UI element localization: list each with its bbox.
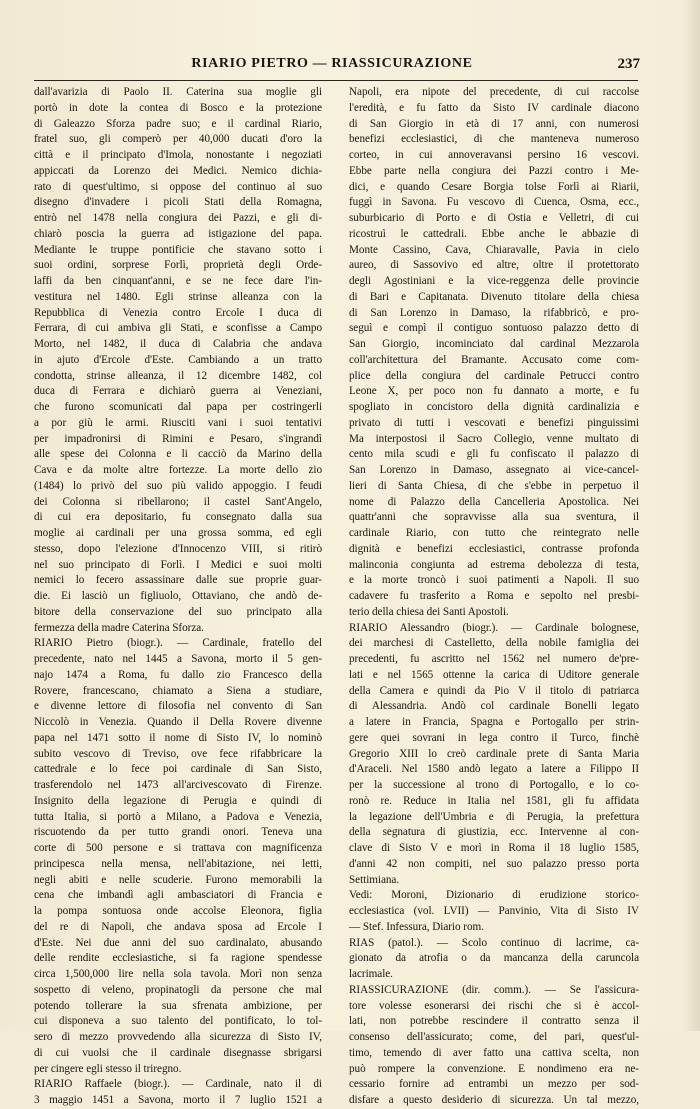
text-line: papa nel 1471 sotto il nome di Sisto IV, lo nominò <box>34 731 322 744</box>
text-line: la pompa sontuosa onde accolse Eleonora, figlia <box>34 905 322 917</box>
text-line: subito vescovo di Treviso, ove fece rifabbricare la <box>34 747 322 760</box>
right-text-column <box>349 85 639 1109</box>
text-line: nome di Palazzo della Cancelleria Apostolica. Nei <box>349 495 639 508</box>
text-line: entrò nel 1478 nella congiura dei Pazzi, e gli di- <box>34 212 322 224</box>
text-line: cadavere fu trasferito a Roma e sepolto nel presbi- <box>349 590 639 602</box>
text-line: dall'avarizia di Paolo II. Caterina sua moglie gli <box>34 86 322 98</box>
text-line: a latere in Francia, Spagna e Portogallo per strin- <box>349 716 639 728</box>
text-line: dignità e benefizi ecclesiastici, contrasse profonda <box>349 542 639 555</box>
text-line: ecclesiastica (vol. LVII) — Panvinio, Vita di Sisto IV <box>349 905 639 917</box>
text-line: tore volesse esonerarsi dei rischi che si è accol- <box>349 999 639 1012</box>
text-line: circa 1,500,000 lire nella sola tavola. Morì non senza <box>34 968 322 980</box>
text-line: chiarò poscia la guerra ad istigazione del papa. <box>34 227 322 240</box>
text-line: d'Este. Nei due anni del suo cardinalato, abusando <box>34 936 322 949</box>
text-line: Ebbe parte nella congiura dei Pazzi contro i Me- <box>349 164 639 177</box>
text-line: lacrimale. <box>349 968 393 980</box>
text-line: malinconia congiunta ad estrema debolezza di testa, <box>349 558 639 571</box>
text-line: najo 1474 a Roma, fu dallo zio Francesco della <box>34 668 322 681</box>
text-line: disfare a questo desiderio di sicurezza. Un tal mezzo, <box>349 1094 639 1106</box>
text-line: terio della chiesa dei Santi Apostoli. <box>349 605 509 618</box>
text-line: RIAS (patol.). — Scolo continuo di lacrime, ca- <box>349 936 639 949</box>
text-line: die. Ei lasciò un figliuolo, Ottaviano, che andò de- <box>34 590 322 602</box>
text-line: di cui era depositario, fu consegnato dalla sua <box>34 511 322 524</box>
text-line: rato di quest'ultimo, si oppose del continuo al suo <box>34 180 322 193</box>
text-line: per impadronirsi di Rimini e Pesaro, s'ingrandì <box>34 432 322 445</box>
text-line: di San Lorenzo in Damaso, la rifabbricò, e pro- <box>349 306 639 319</box>
text-line: lati e nel 1565 ottenne la carica di Uditore generale <box>349 668 639 681</box>
text-line: Vedi: Moroni, Dizionario di erudizione storico- <box>349 889 639 902</box>
text-line: lati, non potrebbe rescindere il contratto senza il <box>349 1015 639 1028</box>
text-line: cattedrale e lo fece poi cardinale di San Sisto, <box>34 763 322 776</box>
text-line: Leone X, per poco non fu dannato a morte, e fu <box>349 385 639 398</box>
text-line: della Camera e quindi da Pio V il titolo di patriarca <box>349 684 639 697</box>
text-line: benefizi ecclesiastici, di che manteneva numeroso <box>349 133 639 146</box>
text-line: tutta Italia, si portò a Milano, a Padova e Venezia, <box>34 810 322 823</box>
left-text-column <box>34 85 322 1109</box>
text-line: corte di 500 persone e si trattava con magnificenza <box>34 842 322 854</box>
text-line: negli abiti e nelle scuderie. Furono memorabili la <box>34 873 322 886</box>
text-line: in ajuto d'Ercole d'Este. Cambiando a un tratto <box>34 353 322 366</box>
text-line: condotta, strinse alleanza, il 12 dicembre 1482, col <box>34 369 322 382</box>
text-line: consenso dell'assicurato; come, del pari, quest'ul- <box>349 1031 639 1043</box>
text-line: cena che imbandì agli ambasciatori di Francia e <box>34 889 322 902</box>
text-line: suburbicario di Porto e di Ostia e Velletri, di cui <box>349 212 639 224</box>
text-line: Settimiana. <box>349 873 400 886</box>
running-title: RIARIO PIETRO — RIASSICURAZIONE <box>191 56 473 71</box>
text-line: precedente, nato nel 1445 a Savona, morto il 5 gen- <box>34 653 322 665</box>
text-line: duca di Ferrara e dichiarò guerra ai Veneziani, <box>34 385 322 398</box>
text-line: può rompere la convenzione. E nondimeno era ne- <box>349 1062 639 1075</box>
text-line: (1484) lo privò del suo più valido appoggio. I feudi <box>34 479 322 492</box>
text-line: gionato da atrofia o da mancanza della caruncola <box>349 952 639 965</box>
text-line: precedenti, fu ascritto nel 1562 nel numero de'pre- <box>349 653 639 665</box>
text-line: suoi ordini, sorprese Forlì, proprietà degli Orde- <box>34 259 322 272</box>
text-line: coll'architettura del Bramante. Accusato come com- <box>349 353 639 366</box>
text-line: nemici lo fecero assassinare dalle sue proprie guar- <box>34 574 322 587</box>
text-line: trasferendolo nel 1473 all'arcivescovato di Firenze. <box>34 779 322 791</box>
text-line: cessario fornire ad entrambi un mezzo per sod- <box>349 1078 639 1091</box>
text-line: Mediante le truppe pontificie che stavano sotto i <box>34 243 322 256</box>
text-line: gere quei sovrani in lega contro il Turco, finchè <box>349 731 639 744</box>
text-line: riscuotendo da per tutto grandi onori. Teneva una <box>34 826 322 839</box>
text-line: Ma interpostosi il Sacro Collegio, venne multato di <box>349 432 639 445</box>
text-line: RIARIO Alessandro (biogr.). — Cardinale bolognese, <box>349 621 639 634</box>
text-line: sero di mezzo provvedendo alla sicurezza di Sisto IV, <box>34 1031 322 1043</box>
text-line: appiccati da Lorenzo dei Medici. Nemico dichia- <box>34 164 322 177</box>
text-line: della segnatura di giustizia, ecc. Intervenne al con- <box>349 826 639 839</box>
text-line: di cui vuolsi che il cardinale disegnasse sbrigarsi <box>34 1046 322 1059</box>
text-line: Napoli, era nipote del precedente, di cui raccolse <box>349 86 639 98</box>
text-line: a por giù le armi. Riusciti vani i suoi tentativi <box>34 416 322 429</box>
text-line: Morto, nel 1482, il duca di Calabria che andava <box>34 338 322 350</box>
text-line: Monte Cassino, Cava, Chiaravalle, Pavia in cielo <box>349 243 639 256</box>
text-line: l'eredità, e fu fatto da Sisto IV cardinale diacono <box>349 101 639 114</box>
text-line: privato di tutti i vescovati e benefizi pinguissimi <box>349 416 639 429</box>
text-line: che furono scomunicati dal papa per costringerli <box>34 401 322 413</box>
text-line: timo, temendo di aver fatto una cattiva scelta, non <box>349 1046 639 1059</box>
text-line: vestitura nel 1480. Egli strinse alleanza con la <box>34 290 322 303</box>
text-line: nel suo principato di Forlì. I Medici e suoi molti <box>34 558 322 571</box>
text-line: sospetto di veleno, propinatogli da persone che mal <box>34 983 322 996</box>
text-line: ricostruì le cattedrali. Ebbe anche le abbazie di <box>349 227 639 240</box>
text-line: di Bari e Capitanata. Divenuto titolare della chiesa <box>349 290 639 303</box>
text-line: spogliato in concistoro della dignità cardinalizia e <box>349 401 639 413</box>
text-line: per cingere egli stesso il triregno. <box>34 1062 182 1075</box>
text-line: corteo, in cui annoveravansi persino 16 vescovi. <box>349 149 639 161</box>
text-line: San Giorgio, incominciato dal cardinal Mezzarola <box>349 338 639 350</box>
page-number: 237 <box>617 56 640 72</box>
text-line: quattr'anni che sopravvisse alla sua sventura, il <box>349 511 639 524</box>
text-line: — Stef. Infessura, Diario rom. <box>349 920 484 933</box>
text-line: Rovere, francescano, chiamato a Siena a studiare, <box>34 684 322 697</box>
text-line: dei marchesi di Castelletto, della nobile famiglia dei <box>349 637 639 650</box>
text-line: fuggì in Savona. Fu vescovo di Cuenca, Osma, ecc., <box>349 196 639 209</box>
text-line: d'Araceli. Nel 1580 andò legato a latere a Filippo II <box>349 763 639 776</box>
text-line: principesca nella mensa, nell'abitazione, nei letti, <box>34 857 322 870</box>
text-line: Insignito della legazione di Perugia e quindi di <box>34 794 322 807</box>
text-line: per la successione al trono di Portogallo, e lo co- <box>349 779 639 791</box>
text-line: Ferrara, di cui ambiva gli Stati, e sconfisse a Campo <box>34 322 322 335</box>
text-line: dici, e quando Cesare Borgia tolse Forlì ai Riarii, <box>349 180 639 193</box>
text-line: di Alessandria. Andò col cardinale Bonelli legato <box>349 700 639 713</box>
text-line: di Galeazzo Sforza padre suo; e il cardinal Riario, <box>34 117 322 130</box>
text-line: di San Giorgio in età di 17 anni, con numerosi <box>349 117 639 130</box>
text-line: fratel suo, gli comperò per 40,000 ducati d'oro la <box>34 133 322 146</box>
text-line: Repubblica di Venezia contro Ercole I duca di <box>34 306 322 319</box>
text-line: potendo tollerare la sua sfrenata ambizione, per <box>34 999 322 1012</box>
text-line: alle spese dei Colonna e li cacciò da Marino della <box>34 448 322 461</box>
text-line: città e il principato d'Imola, nonostante i negoziati <box>34 149 322 161</box>
text-line: plice della congiura del cardinale Petrucci contro <box>349 369 639 382</box>
text-line: delle rendite ecclesiastiche, si fa ragione spendesse <box>34 952 322 965</box>
text-line: degli Agostiniani e la vice-reggenza delle provincie <box>349 275 639 287</box>
text-line: e la morte troncò i suoi patimenti a Napoli. Il suo <box>349 574 639 587</box>
page-header <box>32 56 640 78</box>
text-line: ronò re. Reduce in Italia nel 1581, gli fu affidata <box>349 794 639 807</box>
text-line: d'anni 42 non compiti, nel suo palazzo presso porta <box>349 857 639 870</box>
text-line: Gregorio XIII lo creò cardinale prete di Santa Maria <box>349 747 639 760</box>
text-line: del re di Napoli, che andava sposa ad Ercole I <box>34 920 322 933</box>
text-line: RIARIO Raffaele (biogr.). — Cardinale, nato il di <box>34 1078 322 1091</box>
text-line: cui disponeva a suo talento del pontificato, lo tol- <box>34 1015 322 1028</box>
text-line: San Lorenzo in Damaso, assegnato ai vice-cancel- <box>349 464 639 476</box>
text-line: RIASSICURAZIONE (dir. comm.). — Se l'assicura- <box>349 983 639 996</box>
text-line: seguì e compì il contiguo sontuoso palazzo detto di <box>349 322 639 335</box>
text-line: la legazione dell'Umbria e di Perugia, la prefettura <box>349 810 639 823</box>
text-line: portò in dote la contea di Bosco e la protezione <box>34 101 322 114</box>
text-line: dei Colonna si ribellarono; il castel Sant'Angelo, <box>34 495 322 508</box>
text-line: moglie ai cardinali per una grossa somma, ed egli <box>34 527 322 539</box>
text-line: bitore della conservazione del suo principato alla <box>34 605 322 618</box>
text-line: fermezza della madre Caterina Sforza. <box>34 621 204 634</box>
text-line: disegno d'invadere i picoli Stati della Romagna, <box>34 196 322 209</box>
text-line: Cava e da molte altre fortezze. La morte dello zio <box>34 464 322 476</box>
text-line: lieri di Santa Chiesa, di che s'ebbe in perpetuo il <box>349 479 639 492</box>
text-line: laffi da ben cinquant'anni, e se ne fece dare l'in- <box>34 275 322 287</box>
text-line: clave di Sisto V e morì in Roma il 18 luglio 1585, <box>349 842 639 854</box>
text-line: e divenne lettore di filosofia nel convento di San <box>34 700 322 713</box>
text-line: RIARIO Pietro (biogr.). — Cardinale, fratello del <box>34 637 322 650</box>
header-rule <box>34 80 638 81</box>
text-line: aureo, di Sassovivo ed altre, oltre il protettorato <box>349 259 639 272</box>
text-line: 3 maggio 1451 a Savona, morto il 7 luglio 1521 a <box>34 1094 322 1106</box>
page-edge-shadow <box>682 0 700 1031</box>
text-line: Niccolò in Venezia. Quando il Della Rovere divenne <box>34 716 322 728</box>
text-line: cento mila scudi e gli fu confiscato il palazzo di <box>349 448 639 461</box>
text-line: cardinale Riario, con tutto che reintegrato nelle <box>349 527 639 539</box>
text-line: stesso, dopo l'elezione d'Innocenzo VIII, si ritirò <box>34 542 322 555</box>
